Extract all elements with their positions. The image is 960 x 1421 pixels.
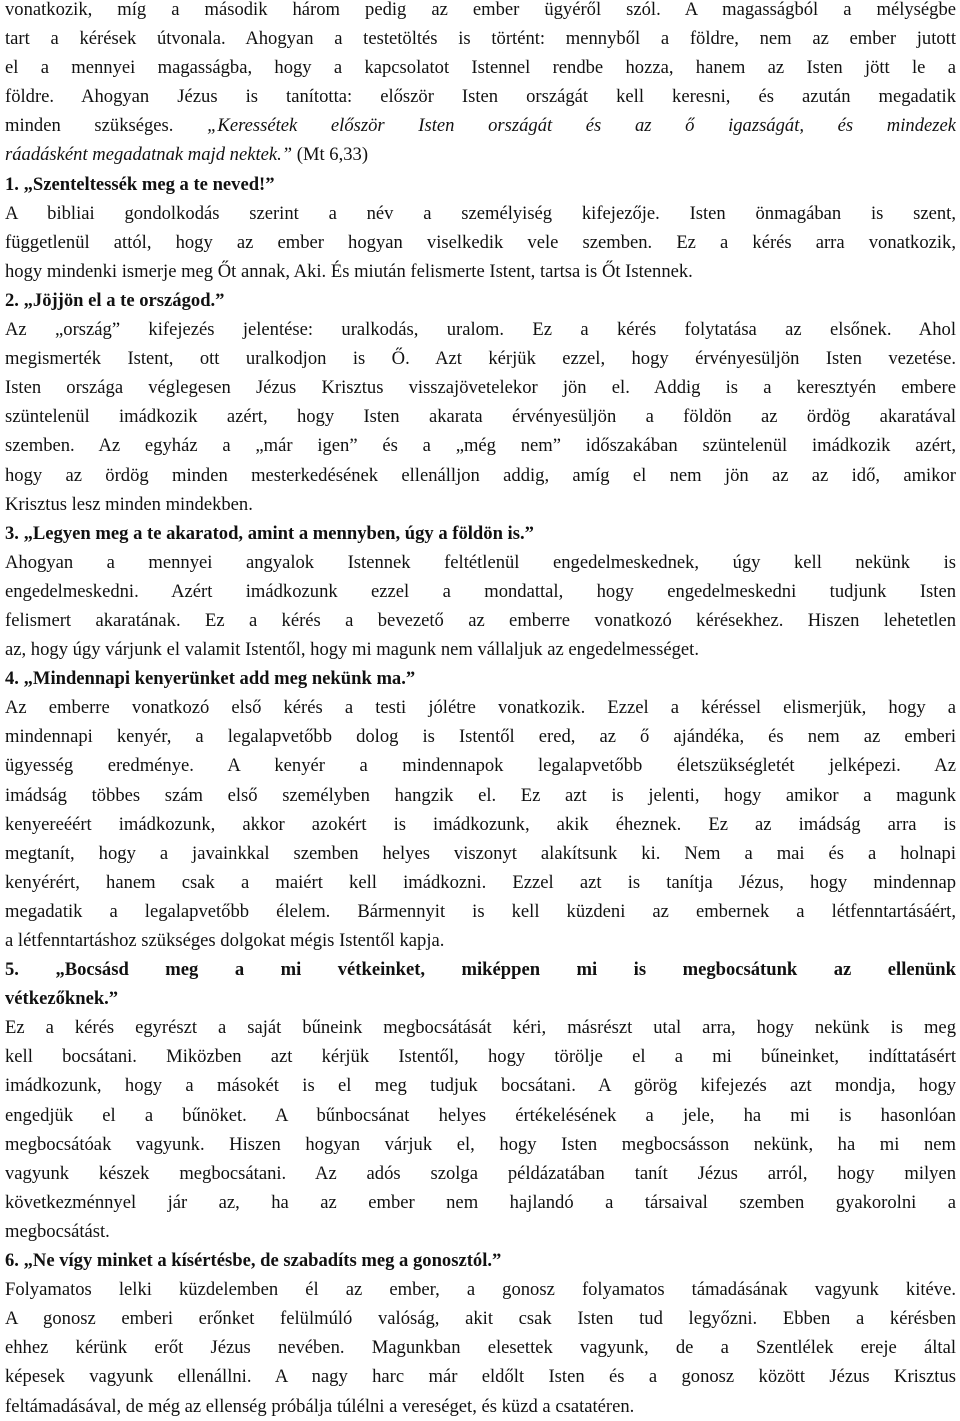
petition-heading: 5. „Bocsásd meg a mi vétkeinket, miképpen mi is megbocsátunk az ellenünk	[5, 959, 956, 981]
text-line: szüntelenül imádkozik azért, hogy Isten akarata érvényesüljön a földön az ördög akaratával	[5, 406, 956, 428]
text-line: Az „ország” kifejezés jelentése: uralkodás, uralom. Ez a kérés folytatása az elsőnek. Ahol	[5, 319, 956, 341]
petition-section-3	[5, 519, 956, 664]
text-line: Ahogyan a mennyei angyalok Istennek feltétlenül engedelmeskednek, úgy kell nekünk is	[5, 551, 956, 573]
text-line: függetlenül attól, hogy az ember hogyan viselkedik vele szemben. Ez a kérés arra vonatkozik,	[5, 231, 956, 253]
petition-section-6	[5, 1246, 956, 1421]
text-line: megadatik a legalapvetőbb élelem. Bármennyit is kell küzdeni az embernek a létfenntartásáért,	[5, 900, 956, 922]
petition-heading: 6. „Ne vígy minket a kísértésbe, de szabadíts meg a gonosztól.”	[5, 1250, 502, 1272]
text-line: engedjük el a bűnöket. A bűnbocsánat helyes értékelésének a jele, ha mi is hasonlóan	[5, 1104, 956, 1126]
text-line: a létfenntartáshoz szükséges dolgokat mégis Istentől kapja.	[5, 930, 445, 951]
text-line: engedelmeskedni. Azért imádkozunk ezzel a mondattal, hogy engedelmeskedni tudjunk Isten	[5, 580, 956, 602]
petition-section-1	[5, 170, 956, 286]
text-line: A bibliai gondolkodás szerint a név a személyiség kifejezője. Isten önmagában is szent,	[5, 202, 956, 224]
text-line: megismerték Istent, ott uralkodjon is Ő. Azt kérjük ezzel, hogy érvényesüljön Isten vezetése.	[5, 348, 956, 370]
text-fragment: minden szükséges.	[5, 115, 174, 137]
text-line: képesek vagyunk ellenállni. A nagy harc már eldőlt Isten és a gonosz között Jézus Krisztus	[5, 1366, 956, 1388]
text-line: kenyérért, hanem csak a maiért kell imádkozni. Ezzel azt is tanítja Jézus, hogy mindennap	[5, 871, 956, 893]
bible-quote: ráadásként megadatnak majd nektek.”	[5, 144, 293, 166]
text-line: tart a kérések útvonala. Ahogyan a testetöltés is történt: mennyből a földre, nem az ember jutott	[5, 28, 956, 50]
petition-heading: 1. „Szenteltessék meg a te neved!”	[5, 173, 275, 195]
petition-heading: vétkezőknek.”	[5, 988, 119, 1010]
text-line: el a mennyei magasságba, hogy a kapcsolatot Istennel rendbe hozza, hanem az Isten jött le a	[5, 57, 956, 79]
petition-section-2	[5, 286, 956, 519]
text-line: hogy az ördög minden mesterkedésének ellenálljon addig, amíg el nem jön az az idő, amikor	[5, 464, 956, 486]
petition-heading: 4. „Mindennapi kenyerünket add meg nekünk ma.”	[5, 668, 416, 690]
text-line	[5, 111, 956, 140]
petition-section-4	[5, 664, 956, 955]
text-line: felismert akaratának. Ez a kérés a bevezető az emberre vonatkozó kérésekhez. Hiszen lehetetlen	[5, 609, 956, 631]
text-line: ehhez kérünk erőt Jézus nevében. Magunkban elesettek vagyunk, de a Szentlélek ereje által	[5, 1337, 956, 1359]
text-line: az, hogy úgy várjunk el valamit Istentől, hogy mi magunk nem vállaljuk az engedelmességet.	[5, 639, 699, 661]
text-line: vonatkozik, míg a második három pedig az ember ügyéről szól. A magasságból a mélységbe	[5, 0, 956, 20]
text-line: megbocsátóak vagyunk. Hiszen hogyan várjuk el, hogy Isten megbocsásson nekünk, ha mi nem	[5, 1133, 956, 1155]
text-line: következménnyel jár az, ha az ember nem hajlandó a társaival szemben gyakorolni a	[5, 1191, 956, 1213]
text-line: kell bocsátani. Miközben azt kérjük Istentől, hogy törölje el a mi bűneinket, indíttatásért	[5, 1046, 956, 1068]
petition-section-5	[5, 955, 956, 1246]
bible-reference: (Mt 6,33)	[296, 144, 369, 166]
bible-quote: „Keressétek először Isten országát és az ő igazságát, és mindezek	[207, 115, 956, 137]
text-line: Ez a kérés egyrészt a saját bűneink megbocsátását kéri, másrészt utal arra, hogy nekünk is meg	[5, 1017, 956, 1039]
text-line: imádkozunk, hogy a másokét is el meg tudjuk bocsátani. A görög kifejezés azt mondja, hogy	[5, 1075, 956, 1097]
intro-paragraph	[5, 0, 956, 170]
text-line: szemben. Az egyház a „már igen” és a „még nem” időszakában szüntelenül imádkozik azért,	[5, 435, 956, 457]
text-line: feltámadásával, de még az ellenség próbálja túlélni a vereséget, és küzd a csatatéren.	[5, 1395, 635, 1417]
text-line: földre. Ahogyan Jézus is tanította: először Isten országát kell keresni, és azután megadatik	[5, 86, 956, 108]
text-line: hogy mindenki ismerje meg Őt annak, Aki. És miután felismerte Istent, tartsa is Őt Istennek.	[5, 260, 693, 282]
petition-heading: 2. „Jöjjön el a te országod.”	[5, 289, 225, 311]
text-line: kenyereéért imádkozunk, akkor azokért is imádkozunk, akik éheznek. Ez az imádság arra is	[5, 813, 956, 835]
text-line: Folyamatos lelki küzdelemben él az ember, a gonosz folyamatos támadásának vagyunk kitéve.	[5, 1279, 956, 1301]
text-line: Isten országa véglegesen Jézus Krisztus visszajövetelekor jön el. Addig is a keresztyén embere	[5, 377, 956, 399]
text-line: vagyunk készek megbocsátani. Az adós szolga példázatában tanít Jézus arról, hogy milyen	[5, 1162, 956, 1184]
text-line: megtanít, hogy a javainkkal szemben helyes viszonyt alakítsunk ki. Nem a mai és a holnapi	[5, 842, 956, 864]
petition-heading: 3. „Legyen meg a te akaratod, amint a mennyben, úgy a földön is.”	[5, 522, 534, 544]
text-line	[5, 140, 956, 169]
text-line: imádság többes szám első személyben hangzik el. Ez azt is jelenti, hogy amikor a magunk	[5, 784, 956, 806]
text-line: Az emberre vonatkozó első kérés a testi jólétre vonatkozik. Ezzel a kéréssel elismerjük, hogy a	[5, 697, 956, 719]
text-line: megbocsátást.	[5, 1220, 110, 1242]
text-line: mindennapi kenyér, a legalapvetőbb dolog is Istentől ered, az ő ajándéka, és nem az emberi	[5, 726, 956, 748]
text-line: Krisztus lesz minden mindekben.	[5, 493, 253, 515]
text-line: ügyesség eredménye. A kenyér a mindennapok legalapvetőbb életszükségletét jelképezi. Az	[5, 755, 956, 777]
text-line: A gonosz emberi erőnket felülmúló valóság, akit csak Isten tud legyőzni. Ebben a kérésben	[5, 1308, 956, 1330]
